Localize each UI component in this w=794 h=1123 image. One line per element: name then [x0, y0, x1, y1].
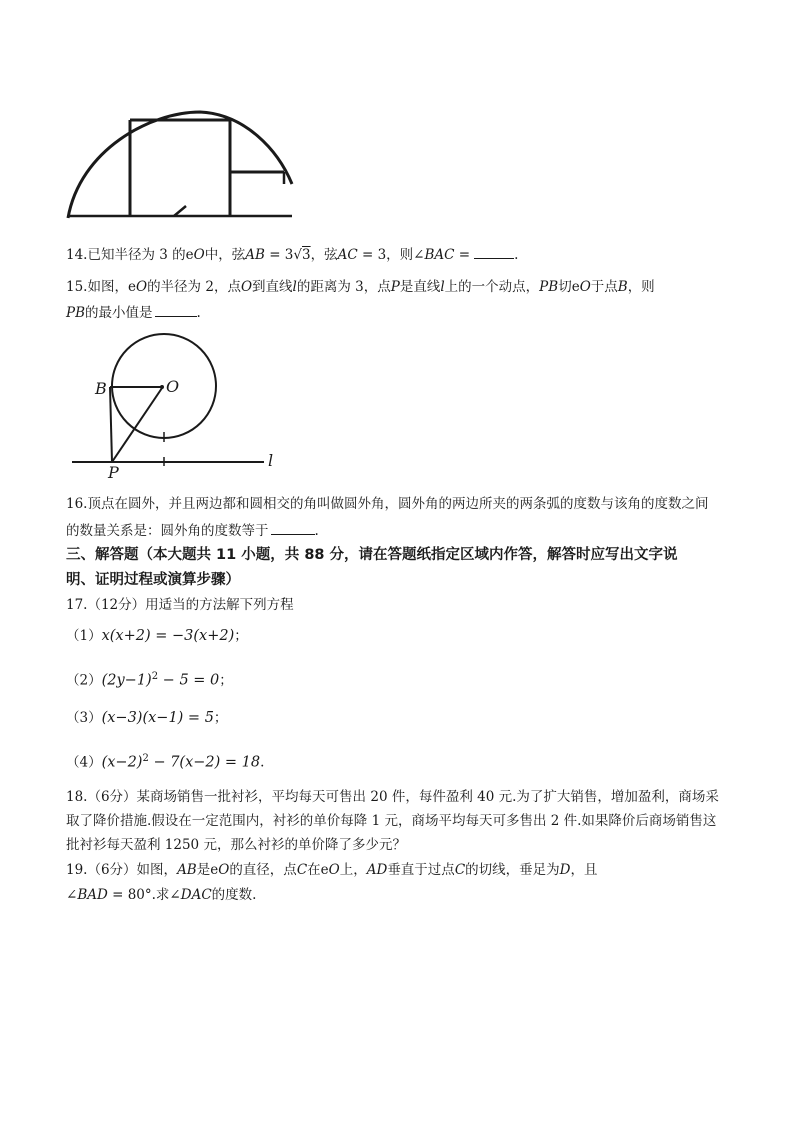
equation: (x−3)(x−1) = 5 — [101, 710, 214, 726]
question-18-line-2: 取了降价措施.假设在一定范围内，衬衫的单价每降 1 元，商场平均每天可多售出 2 件.如果降价后商场销售这 — [66, 813, 717, 829]
figure-circle-tangent — [64, 330, 284, 480]
equation: − 5 = 0 — [158, 672, 220, 689]
q19-text: 在 — [307, 862, 321, 878]
q15-text: 的距离为 3，点 — [296, 279, 391, 295]
q14-text: 已知半径为 3 的 — [87, 247, 186, 263]
q15-text: ，则 — [627, 279, 655, 295]
segment-AB: AB — [177, 862, 197, 878]
label-B: B — [95, 379, 107, 398]
part-end: . — [260, 754, 265, 771]
question-number: 15. — [66, 279, 88, 295]
q15-text: 的半径为 2，点 — [147, 279, 241, 295]
angle-DAC: DAC — [180, 887, 212, 903]
q15-end: . — [196, 305, 201, 321]
line-l: l — [292, 279, 297, 295]
section-3-heading-line-2: 明、证明过程或演算步骤） — [66, 572, 240, 588]
circle-symbol: e — [320, 862, 329, 878]
question-17-part-2 — [66, 667, 233, 691]
question-16-line-2 — [66, 520, 319, 541]
exponent: 2 — [151, 671, 159, 682]
q14-equals: = 3 — [264, 247, 294, 263]
q15-text: 是直线 — [399, 279, 441, 295]
point-O: O — [328, 862, 340, 878]
circle-symbol: e — [210, 862, 219, 878]
segment-PO — [112, 388, 162, 462]
q14-text: ，则∠ — [386, 247, 425, 263]
question-number: 14. — [66, 247, 88, 263]
point-O: O — [579, 279, 591, 295]
equation: (x−2) — [101, 754, 143, 771]
point-D: D — [559, 862, 571, 878]
q19-text: 19.（6分）如图， — [66, 862, 178, 878]
part-label: （3） — [66, 710, 102, 726]
part-label: （2） — [66, 672, 102, 689]
point-O: O — [193, 247, 205, 263]
question-19-line-1 — [66, 860, 597, 880]
q19-text: 是 — [196, 862, 211, 878]
circle-symbol: e — [185, 247, 194, 263]
question-14 — [66, 244, 518, 265]
segment-PB — [110, 387, 112, 462]
q19-text: 的度数. — [211, 887, 257, 903]
label-P: P — [108, 463, 119, 480]
question-16-line-1: 16.顶点在圆外，并且两边都和圆相交的角叫做圆外角，圆外角的两边所夹的两条弧的度数与该角的度数之间 — [66, 496, 709, 512]
question-17-part-3 — [66, 708, 227, 728]
point-P: P — [390, 279, 400, 295]
point-O: O — [240, 279, 253, 295]
q19-equals: = 80° — [107, 887, 152, 903]
point-C: C — [454, 862, 466, 878]
q14-text: ，弦 — [310, 247, 338, 263]
q14-equals: = — [454, 247, 471, 263]
answer-blank[interactable] — [155, 302, 197, 317]
q19-text: 上， — [339, 862, 367, 878]
segment-PB: PB — [539, 279, 559, 295]
q16-text: 的数量关系是：圆外角的度数等于 — [66, 523, 269, 539]
q19-text: .求∠ — [151, 887, 181, 903]
part-end: ； — [213, 710, 228, 726]
circle-symbol: e — [127, 279, 136, 295]
question-18-line-3: 批衬衫每天盈利 1250 元，那么衬衫的单价降了多少元？ — [66, 837, 406, 853]
equation: x(x+2) = −3(x+2) — [101, 628, 235, 644]
label-O: O — [166, 377, 180, 396]
center-mark — [174, 206, 186, 216]
q19-text: 垂直于过点 — [387, 862, 455, 878]
q15-text: 到直线 — [252, 279, 293, 295]
q15-text: 如图， — [87, 279, 128, 295]
part-label: （1） — [66, 628, 102, 644]
center-point — [160, 385, 164, 389]
q14-text: 中，弦 — [204, 247, 246, 263]
segment-AD: AD — [366, 862, 388, 878]
equation: − 7(x−2) = 18 — [148, 754, 261, 771]
segment-PB: PB — [66, 305, 86, 321]
radicand: 3 — [302, 247, 311, 263]
point-O: O — [218, 862, 230, 878]
answer-blank[interactable] — [271, 520, 315, 535]
q19-text: 的直径，点 — [229, 862, 297, 878]
section-3-heading-line-1: 三、解答题（本大题共 11 小题，共 88 分，请在答题纸指定区域内作答，解答时应写出文字说 — [66, 547, 678, 563]
q15-text: 切 — [558, 279, 572, 295]
answer-blank[interactable] — [474, 244, 514, 259]
part-end: ； — [234, 628, 248, 644]
label-l: l — [268, 451, 274, 470]
chord-AC: AC — [337, 247, 358, 263]
angle-symbol: ∠ — [66, 887, 78, 903]
q14-equals: = 3 — [357, 247, 387, 263]
point-B: B — [617, 279, 628, 295]
q19-text: 的切线，垂足为 — [465, 862, 560, 878]
equation: (2y−1) — [101, 672, 152, 689]
line-l: l — [440, 279, 445, 295]
question-15-line-2 — [66, 302, 201, 323]
exponent: 2 — [142, 753, 149, 764]
q14-end: . — [514, 247, 519, 263]
sqrt-symbol: √ — [293, 247, 302, 263]
circle-symbol: e — [571, 279, 580, 295]
q19-text: ，且 — [570, 862, 598, 878]
figure-semicircle-rectangle — [60, 100, 300, 225]
part-end: ； — [219, 672, 233, 689]
angle-BAD: BAD — [77, 887, 108, 903]
q15-text: 上的一个动点， — [444, 279, 540, 295]
angle-BAC: BAC — [424, 247, 455, 263]
chord-AB: AB — [245, 247, 265, 263]
point-C: C — [296, 862, 308, 878]
semicircle-arc — [68, 112, 292, 218]
question-15-line-1 — [66, 277, 655, 297]
q16-end: . — [314, 523, 319, 539]
question-19-line-2 — [66, 885, 256, 905]
question-17-part-4 — [66, 749, 264, 773]
question-17-part-1 — [66, 626, 248, 646]
question-18-line-1: 18.（6分）某商场销售一批衬衫，平均每天可售出 20 件，每件盈利 40 元.为了扩大销售，增加盈利，商场采 — [66, 789, 719, 805]
question-17-title: 17.（12分）用适当的方法解下列方程 — [66, 597, 294, 613]
part-label: （4） — [66, 754, 102, 771]
q15-text: 于点 — [590, 279, 618, 295]
point-O: O — [135, 279, 148, 295]
q15-text: 的最小值是 — [85, 305, 153, 321]
